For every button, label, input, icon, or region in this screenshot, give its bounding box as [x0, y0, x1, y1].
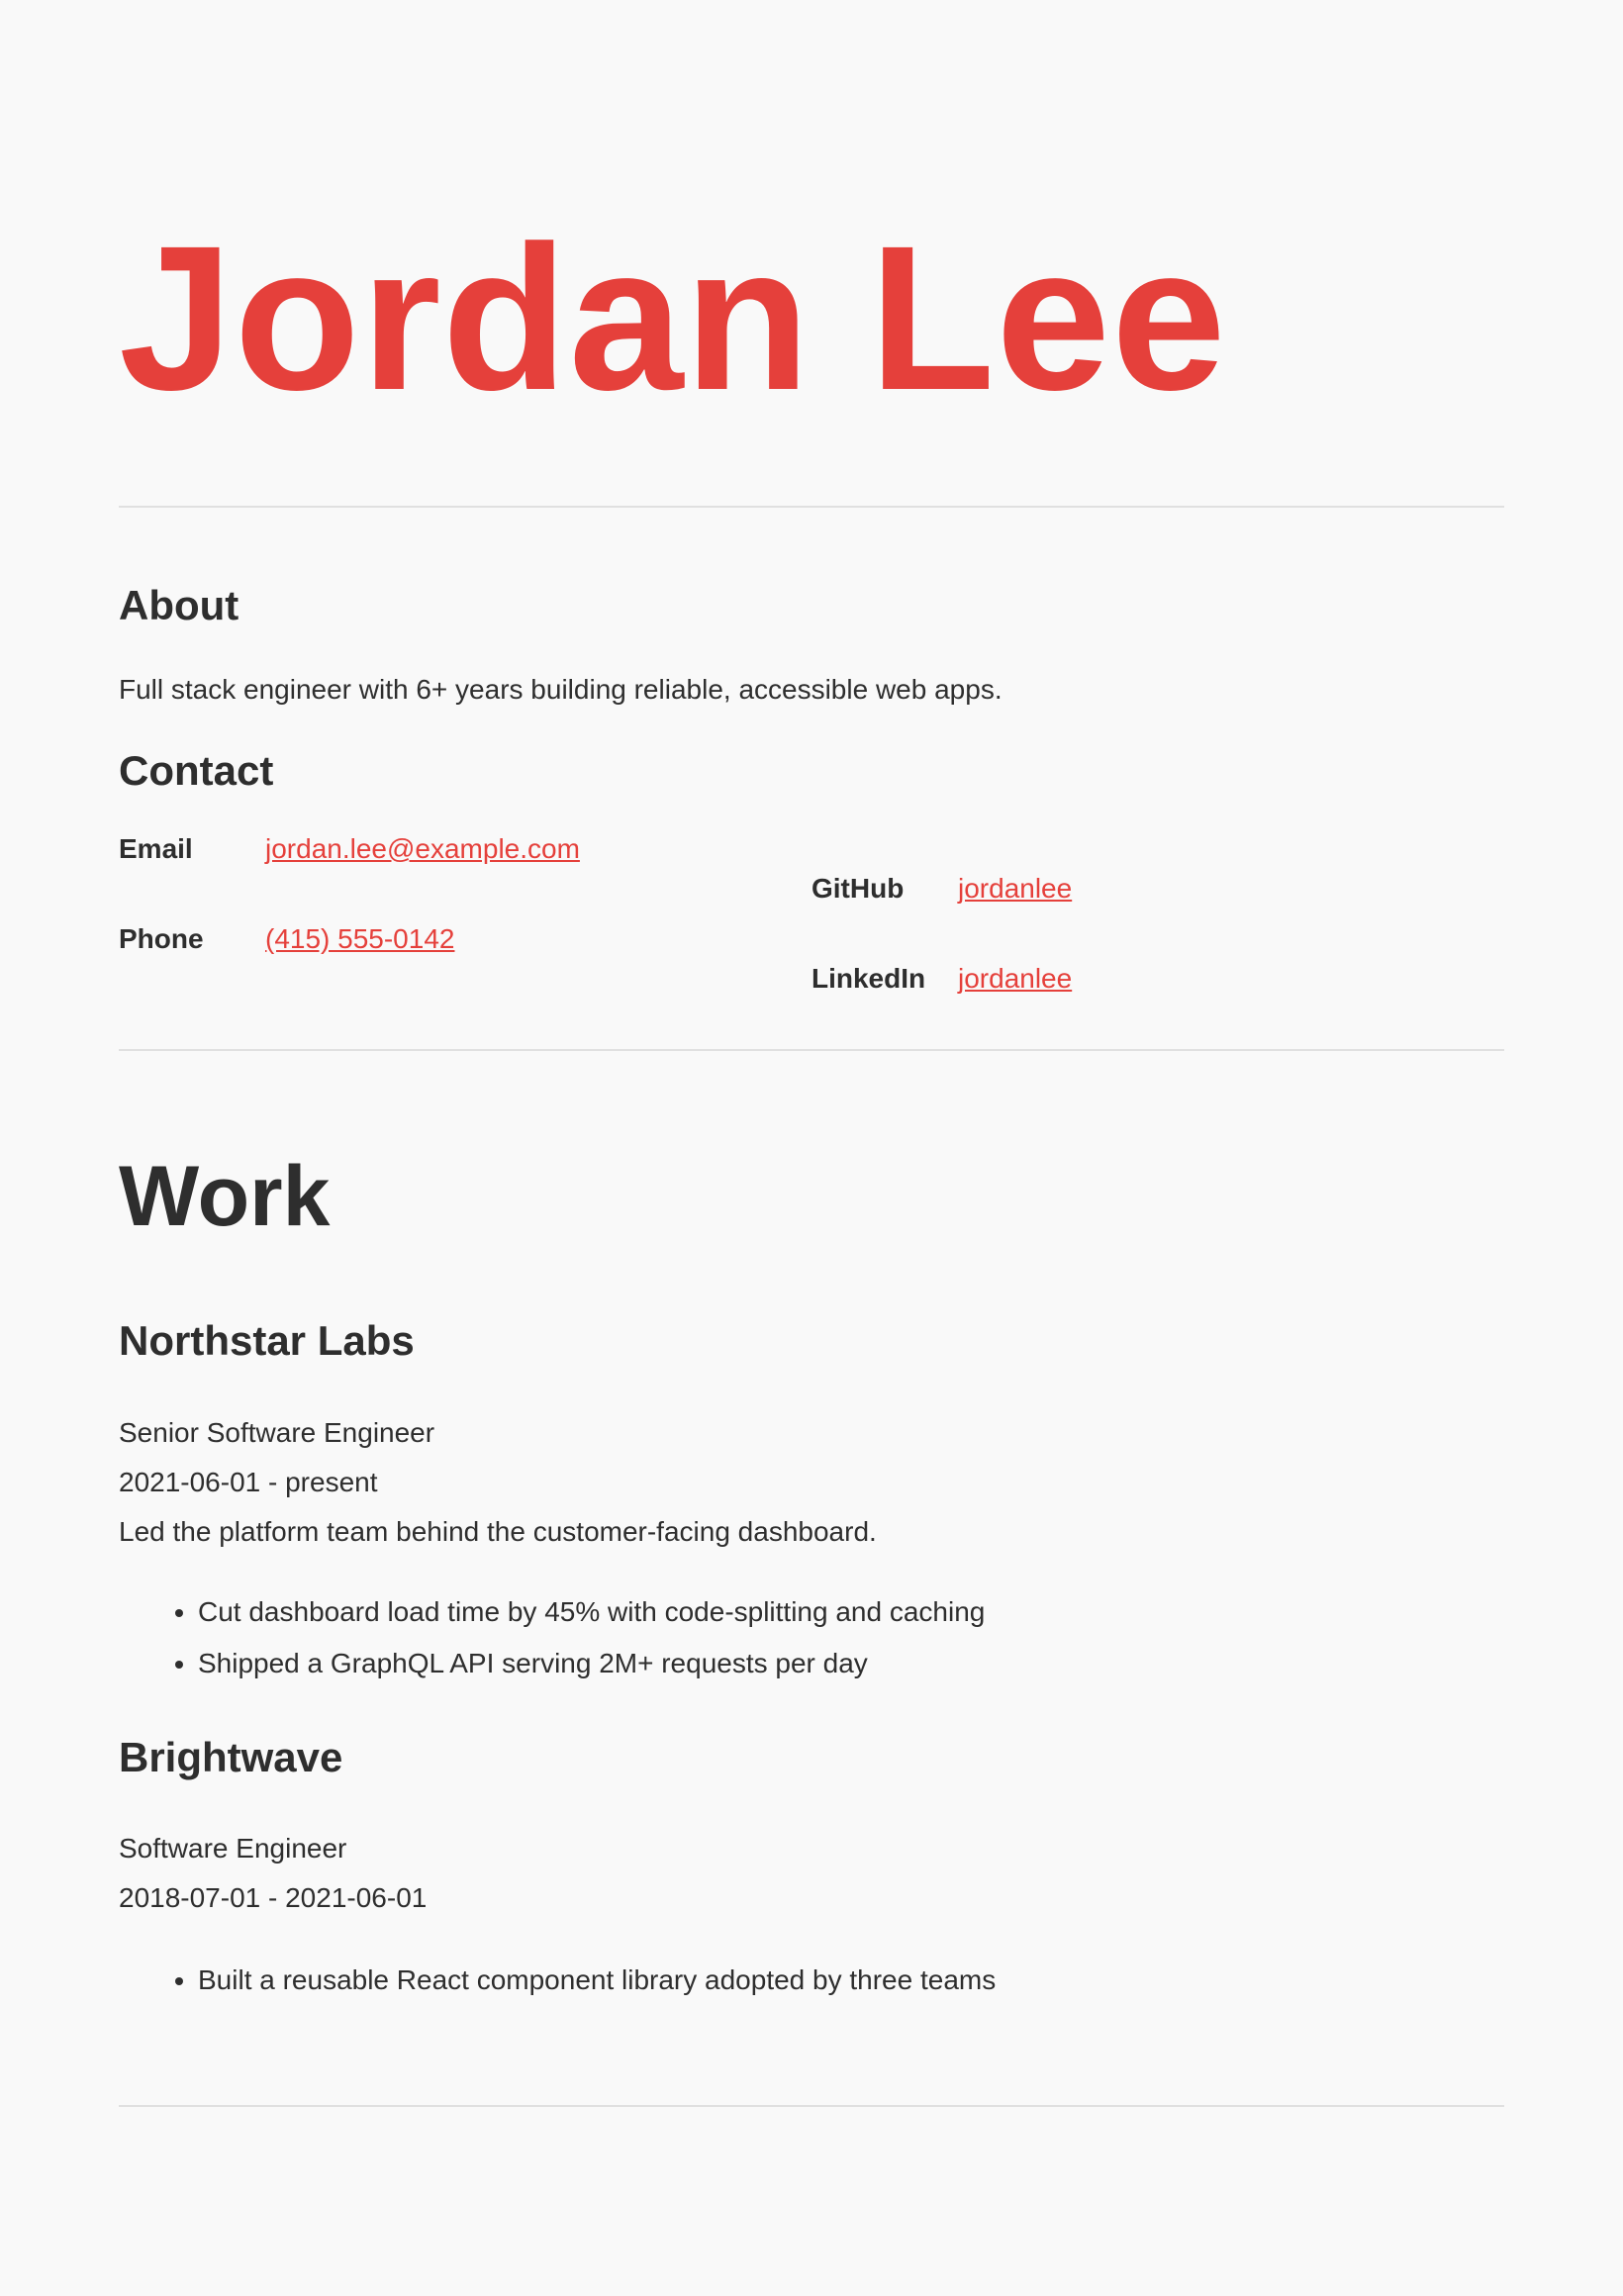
divider [119, 1049, 1504, 1051]
contact-github [812, 873, 1072, 905]
job-title: Software Engineer [119, 1832, 347, 1864]
contact-phone-label: Phone [119, 923, 204, 955]
job-highlight: • Built a reusable React component library adopted by three teams [198, 1955, 1504, 2006]
job-highlight: • Shipped a GraphQL API serving 2M+ requests per day [198, 1638, 1504, 1689]
job-details [119, 1408, 1504, 1557]
contact-linkedin-link[interactable]: jordanlee [958, 963, 1073, 995]
job-highlights [119, 1586, 1504, 1689]
job-company: Northstar Labs [119, 1317, 415, 1365]
about-heading: About [119, 582, 239, 628]
job-dates: 2021-06-01 - present [119, 1466, 378, 1497]
job-dates: 2018-07-01 - 2021-06-01 [119, 1881, 428, 1913]
work-heading: Work [119, 1149, 331, 1245]
contact-email-link[interactable]: jordan.lee@example.com [265, 833, 580, 865]
contact-github-link[interactable]: jordanlee [958, 873, 1073, 905]
contact-github-label: GitHub [812, 873, 905, 905]
contact-heading: Contact [119, 746, 274, 794]
contact-section [119, 746, 1504, 1049]
contact-phone [119, 923, 454, 955]
contact-list [119, 833, 1504, 1049]
contact-linkedin [812, 963, 1072, 995]
about-section [119, 581, 1504, 709]
job-summary: Led the platform team behind the customer-facing dashboard. [119, 1515, 877, 1547]
divider [119, 2105, 1504, 2107]
work-section [119, 1149, 1504, 2006]
about-text: Full stack engineer with 6+ years building reliable, accessible web apps. [119, 674, 1002, 706]
resume-name: Jordan Lee [119, 204, 1227, 433]
job-title: Senior Software Engineer [119, 1416, 435, 1448]
resume-page [119, 0, 1504, 2107]
contact-phone-link[interactable]: (415) 555-0142 [265, 923, 455, 955]
contact-email [119, 833, 580, 865]
job-entry [119, 1316, 1504, 1688]
contact-email-label: Email [119, 833, 193, 865]
job-entry [119, 1733, 1504, 2006]
job-highlight: • Cut dashboard load time by 45% with code-splitting and caching [198, 1586, 1504, 1638]
contact-linkedin-label: LinkedIn [812, 963, 926, 995]
job-company: Brightwave [119, 1733, 343, 1780]
job-highlights [119, 1955, 1504, 2006]
job-details [119, 1824, 1504, 1923]
divider [119, 506, 1504, 508]
